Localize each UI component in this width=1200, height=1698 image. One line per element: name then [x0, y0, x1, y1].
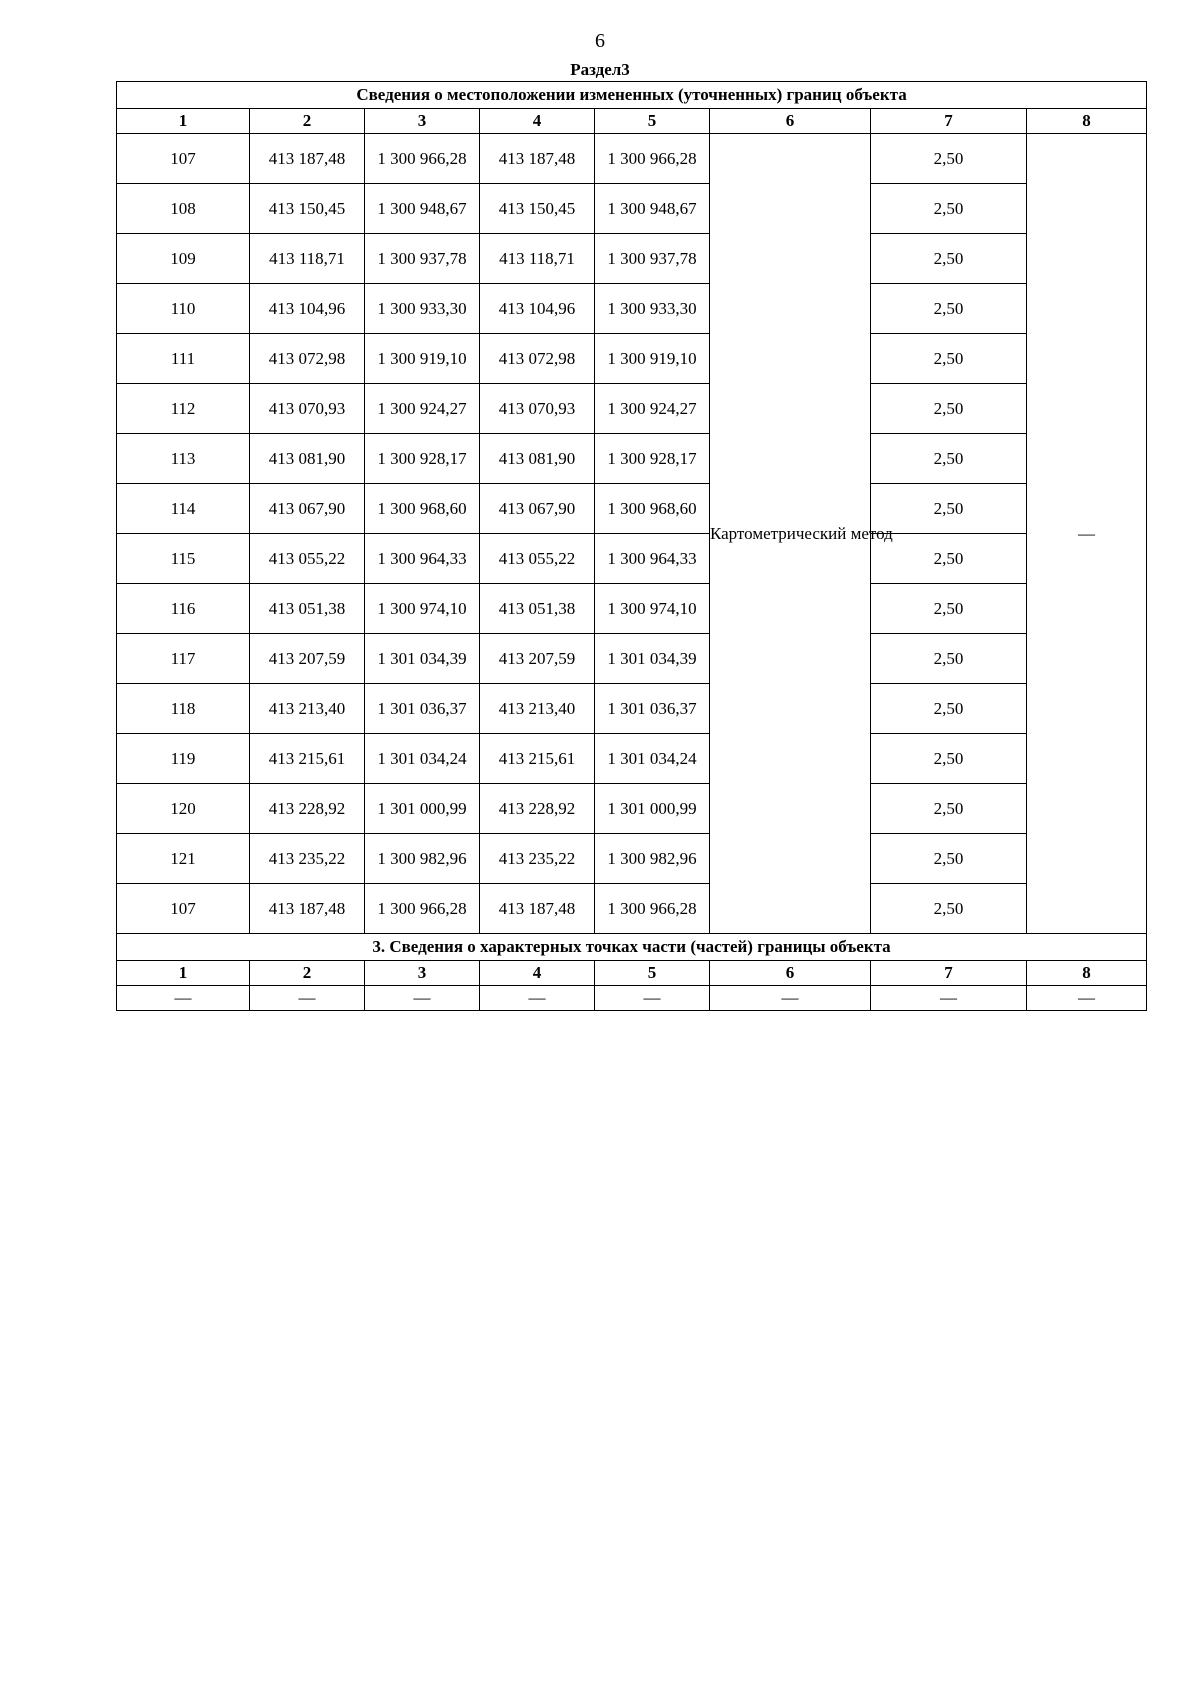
x-old-cell: 413 070,93 — [250, 384, 365, 434]
y-new-cell: 1 300 928,17 — [595, 434, 710, 484]
x-old-cell: 413 072,98 — [250, 334, 365, 384]
column-number: 4 — [480, 961, 595, 986]
point-number-cell: 107 — [117, 884, 250, 934]
y-old-cell: 1 301 000,99 — [365, 784, 480, 834]
y-new-cell: 1 301 036,37 — [595, 684, 710, 734]
table-row — [117, 884, 1147, 934]
x-new-cell: 413 187,48 — [480, 134, 595, 184]
column-number-row — [117, 109, 1147, 134]
table-caption: Сведения о местоположении измененных (уточненных) границ объекта — [117, 82, 1147, 109]
empty-value-cell: — — [250, 986, 365, 1011]
accuracy-cell: 2,50 — [871, 884, 1027, 934]
y-old-cell: 1 300 974,10 — [365, 584, 480, 634]
column-number: 1 — [117, 961, 250, 986]
column-number: 3 — [365, 961, 480, 986]
x-new-cell: 413 067,90 — [480, 484, 595, 534]
point-number-cell: 120 — [117, 784, 250, 834]
y-new-cell: 1 300 919,10 — [595, 334, 710, 384]
x-old-cell: 413 235,22 — [250, 834, 365, 884]
section3-column-number-row — [117, 961, 1147, 986]
accuracy-cell: 2,50 — [871, 284, 1027, 334]
point-number-cell: 116 — [117, 584, 250, 634]
y-new-cell: 1 300 933,30 — [595, 284, 710, 334]
point-number-cell: 114 — [117, 484, 250, 534]
y-new-cell: 1 301 034,24 — [595, 734, 710, 784]
x-old-cell: 413 081,90 — [250, 434, 365, 484]
x-old-cell: 413 150,45 — [250, 184, 365, 234]
table-row — [117, 134, 1147, 184]
x-new-cell: 413 070,93 — [480, 384, 595, 434]
y-new-cell: 1 300 982,96 — [595, 834, 710, 884]
point-number-cell: 112 — [117, 384, 250, 434]
table-row — [117, 534, 1147, 584]
empty-value-cell: — — [365, 986, 480, 1011]
table-row — [117, 684, 1147, 734]
point-number-cell: 118 — [117, 684, 250, 734]
table-row — [117, 434, 1147, 484]
x-old-cell: 413 118,71 — [250, 234, 365, 284]
x-new-cell: 413 150,45 — [480, 184, 595, 234]
table-row — [117, 284, 1147, 334]
section3-empty-row — [117, 986, 1147, 1011]
table-caption-row — [117, 82, 1147, 109]
y-old-cell: 1 300 966,28 — [365, 884, 480, 934]
accuracy-cell: 2,50 — [871, 484, 1027, 534]
point-number-cell: 109 — [117, 234, 250, 284]
y-new-cell: 1 300 974,10 — [595, 584, 710, 634]
column-number: 2 — [250, 109, 365, 134]
x-old-cell: 413 104,96 — [250, 284, 365, 334]
y-new-cell: 1 300 937,78 — [595, 234, 710, 284]
x-new-cell: 413 215,61 — [480, 734, 595, 784]
accuracy-cell: 2,50 — [871, 734, 1027, 784]
column-number: 2 — [250, 961, 365, 986]
x-new-cell: 413 235,22 — [480, 834, 595, 884]
y-old-cell: 1 300 964,33 — [365, 534, 480, 584]
empty-value-cell: — — [117, 986, 250, 1011]
point-number-cell: 113 — [117, 434, 250, 484]
x-old-cell: 413 187,48 — [250, 884, 365, 934]
empty-value-cell: — — [1027, 986, 1147, 1011]
x-old-cell: 413 228,92 — [250, 784, 365, 834]
accuracy-cell: 2,50 — [871, 584, 1027, 634]
x-new-cell: 413 207,59 — [480, 634, 595, 684]
empty-value-cell: — — [710, 986, 871, 1011]
point-number-cell: 115 — [117, 534, 250, 584]
y-old-cell: 1 301 034,39 — [365, 634, 480, 684]
section-title: Раздел3 — [570, 60, 630, 79]
x-old-cell: 413 051,38 — [250, 584, 365, 634]
column8-cell: — — [1027, 134, 1147, 934]
x-new-cell: 413 104,96 — [480, 284, 595, 334]
column-number: 1 — [117, 109, 250, 134]
y-old-cell: 1 300 924,27 — [365, 384, 480, 434]
accuracy-cell: 2,50 — [871, 134, 1027, 184]
table-row — [117, 834, 1147, 884]
column-number: 5 — [595, 961, 710, 986]
x-old-cell: 413 067,90 — [250, 484, 365, 534]
table-row — [117, 734, 1147, 784]
column-number: 6 — [710, 109, 871, 134]
table-row — [117, 484, 1147, 534]
page-number: 6 — [595, 30, 605, 52]
accuracy-cell: 2,50 — [871, 434, 1027, 484]
column-number: 6 — [710, 961, 871, 986]
point-number-cell: 111 — [117, 334, 250, 384]
accuracy-cell: 2,50 — [871, 784, 1027, 834]
point-number-cell: 117 — [117, 634, 250, 684]
accuracy-cell: 2,50 — [871, 234, 1027, 284]
x-old-cell: 413 055,22 — [250, 534, 365, 584]
x-old-cell: 413 215,61 — [250, 734, 365, 784]
section3-caption-row — [117, 934, 1147, 961]
empty-value-cell: — — [595, 986, 710, 1011]
y-old-cell: 1 300 968,60 — [365, 484, 480, 534]
boundary-table — [116, 81, 1147, 1011]
table-row — [117, 634, 1147, 684]
x-old-cell: 413 213,40 — [250, 684, 365, 734]
x-new-cell: 413 072,98 — [480, 334, 595, 384]
y-old-cell: 1 300 982,96 — [365, 834, 480, 884]
column-number: 4 — [480, 109, 595, 134]
point-number-cell: 108 — [117, 184, 250, 234]
column-number: 8 — [1027, 109, 1147, 134]
method-cell: Картометрический метод — [710, 134, 871, 934]
accuracy-cell: 2,50 — [871, 184, 1027, 234]
x-new-cell: 413 051,38 — [480, 584, 595, 634]
point-number-cell: 110 — [117, 284, 250, 334]
y-new-cell: 1 301 034,39 — [595, 634, 710, 684]
y-new-cell: 1 300 966,28 — [595, 884, 710, 934]
accuracy-cell: 2,50 — [871, 834, 1027, 884]
y-old-cell: 1 300 948,67 — [365, 184, 480, 234]
accuracy-cell: 2,50 — [871, 334, 1027, 384]
y-new-cell: 1 300 966,28 — [595, 134, 710, 184]
column-number: 7 — [871, 961, 1027, 986]
y-old-cell: 1 301 034,24 — [365, 734, 480, 784]
accuracy-cell: 2,50 — [871, 634, 1027, 684]
y-new-cell: 1 300 948,67 — [595, 184, 710, 234]
point-number-cell: 107 — [117, 134, 250, 184]
y-new-cell: 1 300 968,60 — [595, 484, 710, 534]
accuracy-cell: 2,50 — [871, 384, 1027, 434]
y-new-cell: 1 301 000,99 — [595, 784, 710, 834]
x-old-cell: 413 187,48 — [250, 134, 365, 184]
x-new-cell: 413 187,48 — [480, 884, 595, 934]
empty-value-cell: — — [871, 986, 1027, 1011]
y-new-cell: 1 300 964,33 — [595, 534, 710, 584]
table-row — [117, 384, 1147, 434]
y-old-cell: 1 301 036,37 — [365, 684, 480, 734]
column-number: 8 — [1027, 961, 1147, 986]
column-number: 3 — [365, 109, 480, 134]
x-new-cell: 413 213,40 — [480, 684, 595, 734]
accuracy-cell: 2,50 — [871, 684, 1027, 734]
column-number: 7 — [871, 109, 1027, 134]
x-new-cell: 413 055,22 — [480, 534, 595, 584]
table-row — [117, 234, 1147, 284]
accuracy-cell: 2,50 — [871, 534, 1027, 584]
y-old-cell: 1 300 919,10 — [365, 334, 480, 384]
table-row — [117, 184, 1147, 234]
point-number-cell: 121 — [117, 834, 250, 884]
table-row — [117, 784, 1147, 834]
y-old-cell: 1 300 928,17 — [365, 434, 480, 484]
empty-value-cell: — — [480, 986, 595, 1011]
y-old-cell: 1 300 966,28 — [365, 134, 480, 184]
point-number-cell: 119 — [117, 734, 250, 784]
section3-caption: 3. Сведения о характерных точках части (частей) границы объекта — [117, 934, 1147, 961]
table-row — [117, 584, 1147, 634]
y-new-cell: 1 300 924,27 — [595, 384, 710, 434]
x-new-cell: 413 081,90 — [480, 434, 595, 484]
x-new-cell: 413 118,71 — [480, 234, 595, 284]
y-old-cell: 1 300 933,30 — [365, 284, 480, 334]
y-old-cell: 1 300 937,78 — [365, 234, 480, 284]
column-number: 5 — [595, 109, 710, 134]
x-old-cell: 413 207,59 — [250, 634, 365, 684]
table-row — [117, 334, 1147, 384]
x-new-cell: 413 228,92 — [480, 784, 595, 834]
